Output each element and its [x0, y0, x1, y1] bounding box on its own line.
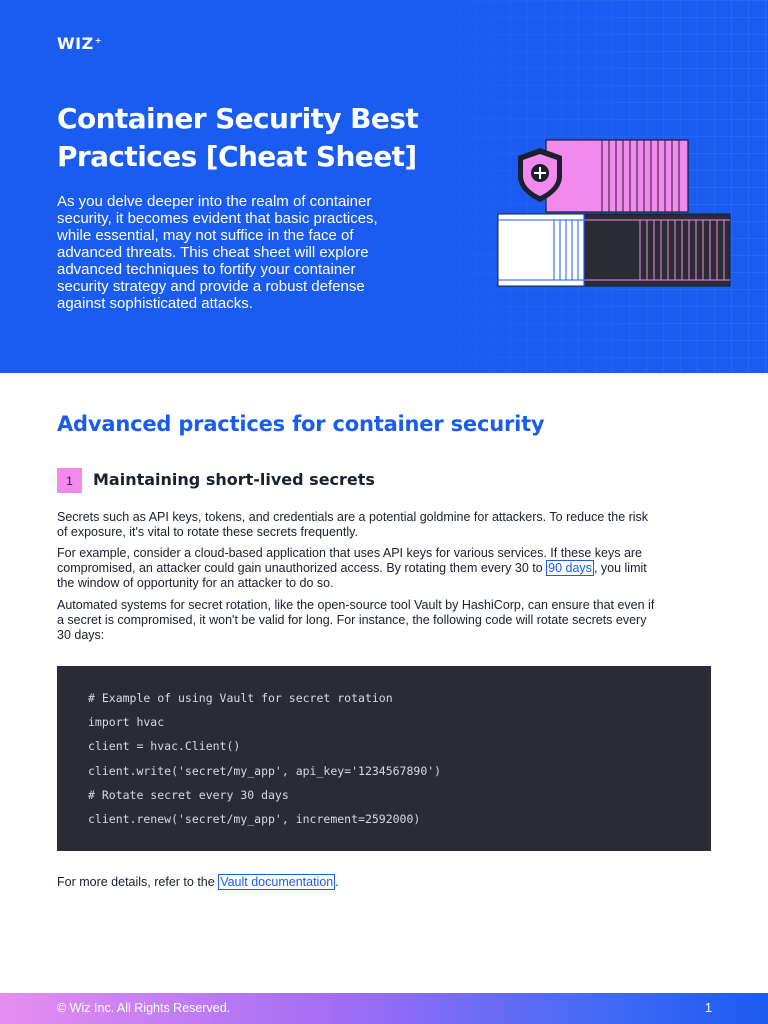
paragraph-example: [57, 546, 657, 591]
copyright-text: © Wiz Inc. All Rights Reserved.: [57, 1001, 231, 1015]
paragraph-more-details: [57, 875, 657, 890]
paragraph-example-text-end: , you limit the window of opportunity for an attacker to do so.: [57, 561, 647, 590]
hero-banner: [0, 0, 768, 373]
paragraph-more-details-text: For more details, refer to the: [57, 875, 219, 889]
footer: [0, 993, 768, 1024]
code-block: [57, 666, 711, 851]
code-line: client.write('secret/my_app', api_key='1234567890'): [88, 764, 442, 778]
page-number: 1: [705, 1001, 712, 1015]
paragraph-automation: Automated systems for secret rotation, like the open-source tool Vault by HashiCorp, can ensure that even if a secret is compromised, it won't be valid for long. For instance, the following code will rotate secrets every 30 days:: [57, 598, 655, 642]
code-line: # Rotate secret every 30 days: [88, 788, 289, 802]
paragraph-more-details-end: .: [335, 875, 339, 889]
logo-mark: +: [94, 35, 102, 45]
code-line: import hvac: [88, 715, 165, 729]
page-title: Container Security Best Practices [Cheat Sheet]: [57, 102, 419, 173]
90-days-link[interactable]: 90 days: [548, 561, 592, 575]
step-title: Maintaining short-lived secrets: [93, 470, 375, 489]
paragraph-example-text: For example, consider a cloud-based application that uses API keys for various services. If these keys are compromised, an attacker could gain unauthorized access. By rotating them every 30 to: [57, 546, 643, 575]
section-title: Advanced practices for container security: [57, 412, 545, 436]
paragraph-secrets: Secrets such as API keys, tokens, and credentials are a potential goldmine for attackers. To reduce the risk of exposure, it's vital to rotate these secrets frequently.: [57, 510, 649, 539]
wiz-logo: [57, 34, 102, 53]
vault-documentation-link[interactable]: Vault documentation: [220, 875, 334, 889]
code-line: # Example of using Vault for secret rotation: [88, 691, 393, 705]
step-number-badge: 1: [57, 468, 82, 493]
logo-text: WIZ: [57, 34, 94, 53]
intro-paragraph: As you delve deeper into the realm of container security, it becomes evident that basic practices, while essential, may not suffice in the face of advanced threats. This cheat sheet will explore advanced techniques to fortify your container security strategy and provide a robust defense against sophisticated attacks.: [57, 193, 378, 312]
code-line: client = hvac.Client(): [88, 739, 241, 753]
container-illustration: [490, 130, 740, 300]
code-line: client.renew('secret/my_app', increment=2592000): [88, 812, 421, 826]
